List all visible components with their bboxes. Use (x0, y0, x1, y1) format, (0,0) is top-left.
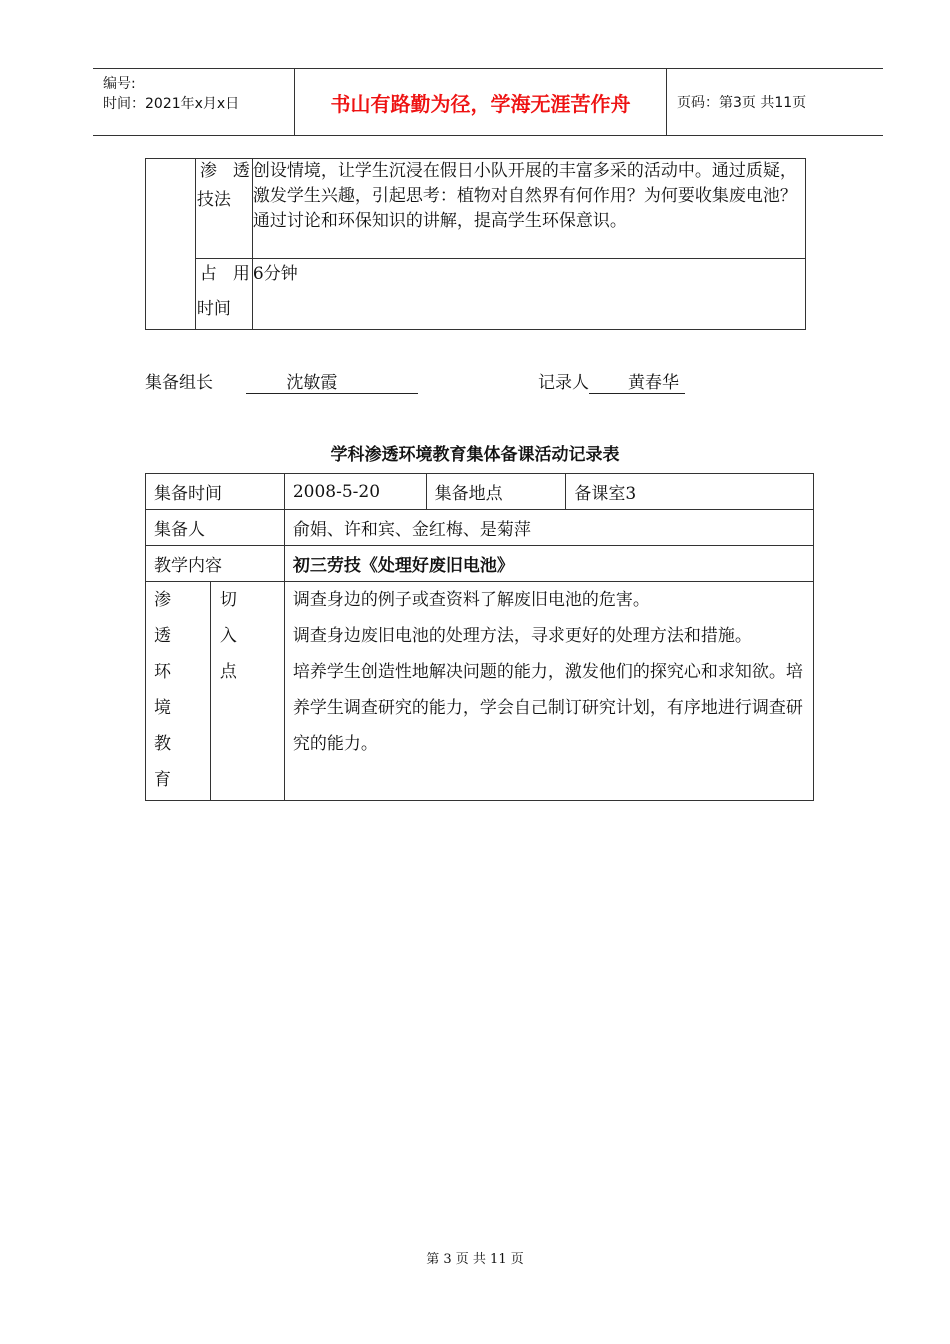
entry-label-cell (210, 582, 284, 801)
entry-line-3: 培养学生创造性地解决问题的能力，激发他们的探究心和求知欲。培养学生调查研究的能力，学会自己制订研究计划，有序地进行调查研究的能力。 (292, 662, 803, 754)
entry-char-2: 入 (219, 626, 237, 646)
section-char-4: 境 (154, 698, 171, 718)
page-footer: 第 3 页 共 11 页 (426, 1252, 524, 1267)
duration-label-cell (195, 259, 252, 330)
duration-content: 6分钟 (252, 259, 805, 330)
method-label-char-1: 渗 (199, 161, 217, 181)
duration-label-char-2: 用 (232, 264, 250, 284)
header-motto: 书山有路勤为径，学海无涯苦作舟 (295, 69, 667, 135)
people-label-cell: 集备人 (146, 510, 285, 546)
section-char-1: 渗 (154, 590, 171, 610)
time-label: 时间：2021年x月x日 (103, 96, 240, 112)
section-char-5: 教 (154, 734, 171, 754)
record-table-title: 学科渗透环境教育集体备课活动记录表 (330, 445, 620, 465)
header-page-label: 页码：第3页 共11页 (677, 95, 807, 111)
header-meta (93, 69, 295, 135)
people-value-cell: 俞娟、许和宾、金红梅、是菊萍 (284, 510, 813, 546)
entry-line-1: 调查身边的例子或查资料了解废旧电池的危害。 (292, 590, 650, 610)
duration-label-char-3: 时间 (196, 299, 231, 319)
content-value-cell: 初三劳技《处理好废旧电池》 (284, 546, 813, 582)
place-label-cell: 集备地点 (426, 474, 566, 510)
place-value-cell: 备课室3 (566, 474, 814, 510)
entry-char-3: 点 (219, 662, 237, 682)
blank-cell (146, 159, 196, 330)
leader-label: 集备组长 (145, 373, 213, 393)
method-label-char-2: 透 (232, 161, 250, 181)
page-header (93, 68, 883, 136)
entry-line-2: 调查身边废旧电池的处理方法，寻求更好的处理方法和措施。 (292, 626, 752, 646)
time-label-cell: 集备时间 (146, 474, 285, 510)
recorder-signature (538, 368, 685, 394)
leader-signature (145, 368, 418, 394)
section-char-6: 育 (154, 770, 171, 790)
section-label-cell (146, 582, 211, 801)
method-content: 创设情境，让学生沉浸在假日小队开展的丰富多采的活动中。通过质疑，激发学生兴趣，引起思考：植物对自然界有何作用？为何要收集废电池？通过讨论和环保知识的讲解，提高学生环保意识。 (252, 159, 805, 259)
recorder-name: 黄春华 (589, 368, 685, 394)
recorder-label: 记录人 (538, 373, 589, 393)
serial-label: 编号: (103, 76, 136, 92)
content-label-cell: 教学内容 (146, 546, 285, 582)
time-value-cell: 2008-5-20 (284, 474, 426, 510)
record-table (145, 473, 814, 801)
entry-char-1: 切 (219, 590, 237, 610)
method-label-char-3: 技法 (196, 190, 231, 210)
leader-name: 沈敏霞 (246, 368, 418, 394)
section-char-2: 透 (154, 626, 171, 646)
lesson-table-continued (145, 158, 806, 330)
duration-label-char-1: 占 (199, 264, 217, 284)
method-label-cell (195, 159, 252, 259)
entry-content-cell (284, 582, 813, 801)
section-char-3: 环 (154, 662, 171, 682)
